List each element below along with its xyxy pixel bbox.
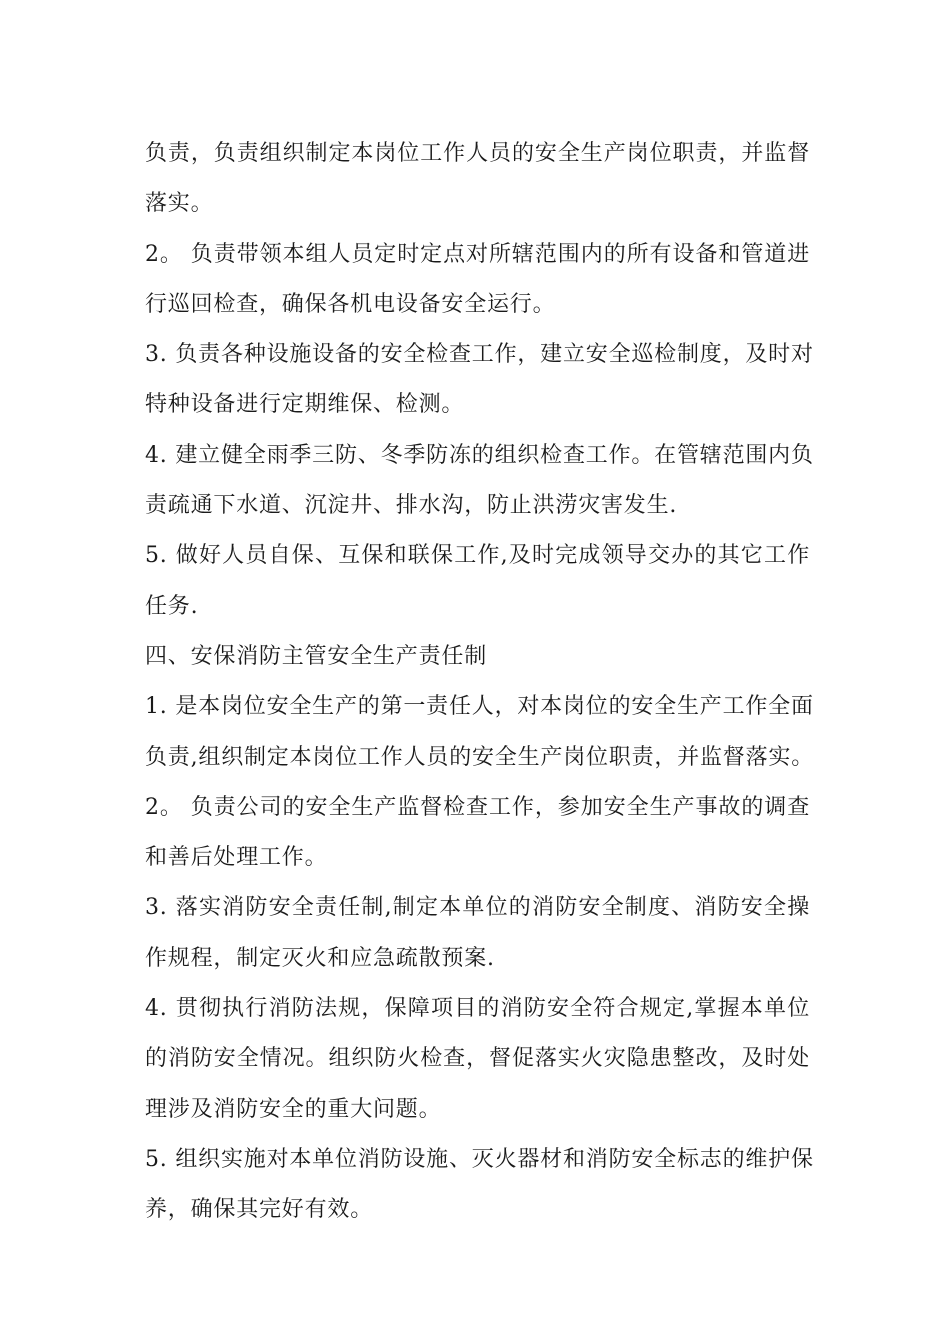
text-line: 负责，负责组织制定本岗位工作人员的安全生产岗位职责，并监督 xyxy=(145,141,810,166)
text-line: 特种设备进行定期维保、检测。 xyxy=(145,392,465,418)
document-body xyxy=(145,129,814,1236)
text-line: 5. 做好人员自保、互保和联保工作,及时完成领导交办的其它工作 xyxy=(145,543,810,569)
text-line: 3. 落实消防安全责任制,制定本单位的消防安全制度、消防安全操 xyxy=(145,895,810,921)
text-line: 理涉及消防安全的重大问题。 xyxy=(145,1096,442,1122)
text-line: 负责,组织制定本岗位工作人员的安全生产岗位职责，并监督落实。 xyxy=(145,744,814,770)
text-line: 任务. xyxy=(145,593,199,619)
text-line: 4. 建立健全雨季三防、冬季防冻的组织检查工作。在管辖范围内负 xyxy=(145,442,814,468)
text-line: 养，确保其完好有效。 xyxy=(145,1197,374,1223)
text-line: 1. 是本岗位安全生产的第一责任人，对本岗位的安全生产工作全面 xyxy=(145,694,814,720)
text-line: 5. 组织实施对本单位消防设施、灭火器材和消防安全标志的维护保 xyxy=(145,1146,814,1172)
text-line: 的消防安全情况。组织防火检查，督促落实火灾隐患整改，及时处 xyxy=(145,1046,810,1072)
text-line: 3. 负责各种设施设备的安全检查工作，建立安全巡检制度，及时对 xyxy=(145,342,814,368)
text-line: 落实。 xyxy=(145,191,214,217)
section-heading: 四、安保消防主管安全生产责任制 xyxy=(145,643,488,669)
text-line: 作规程，制定灭火和应急疏散预案. xyxy=(145,945,495,971)
text-line: 4. 贯彻执行消防法规，保障项目的消防安全符合规定,掌握本单位 xyxy=(145,996,810,1022)
text-line: 和善后处理工作。 xyxy=(145,845,328,871)
text-line: 2。 负责带领本组人员定时定点对所辖范围内的所有设备和管道进 xyxy=(145,241,810,267)
text-line: 责疏通下水道、沉淀井、排水沟，防止洪涝灾害发生. xyxy=(145,493,678,519)
text-line: 2。 负责公司的安全生产监督检查工作，参加安全生产事故的调查 xyxy=(145,794,810,820)
text-line: 行巡回检查，确保各机电设备安全运行。 xyxy=(145,291,556,317)
